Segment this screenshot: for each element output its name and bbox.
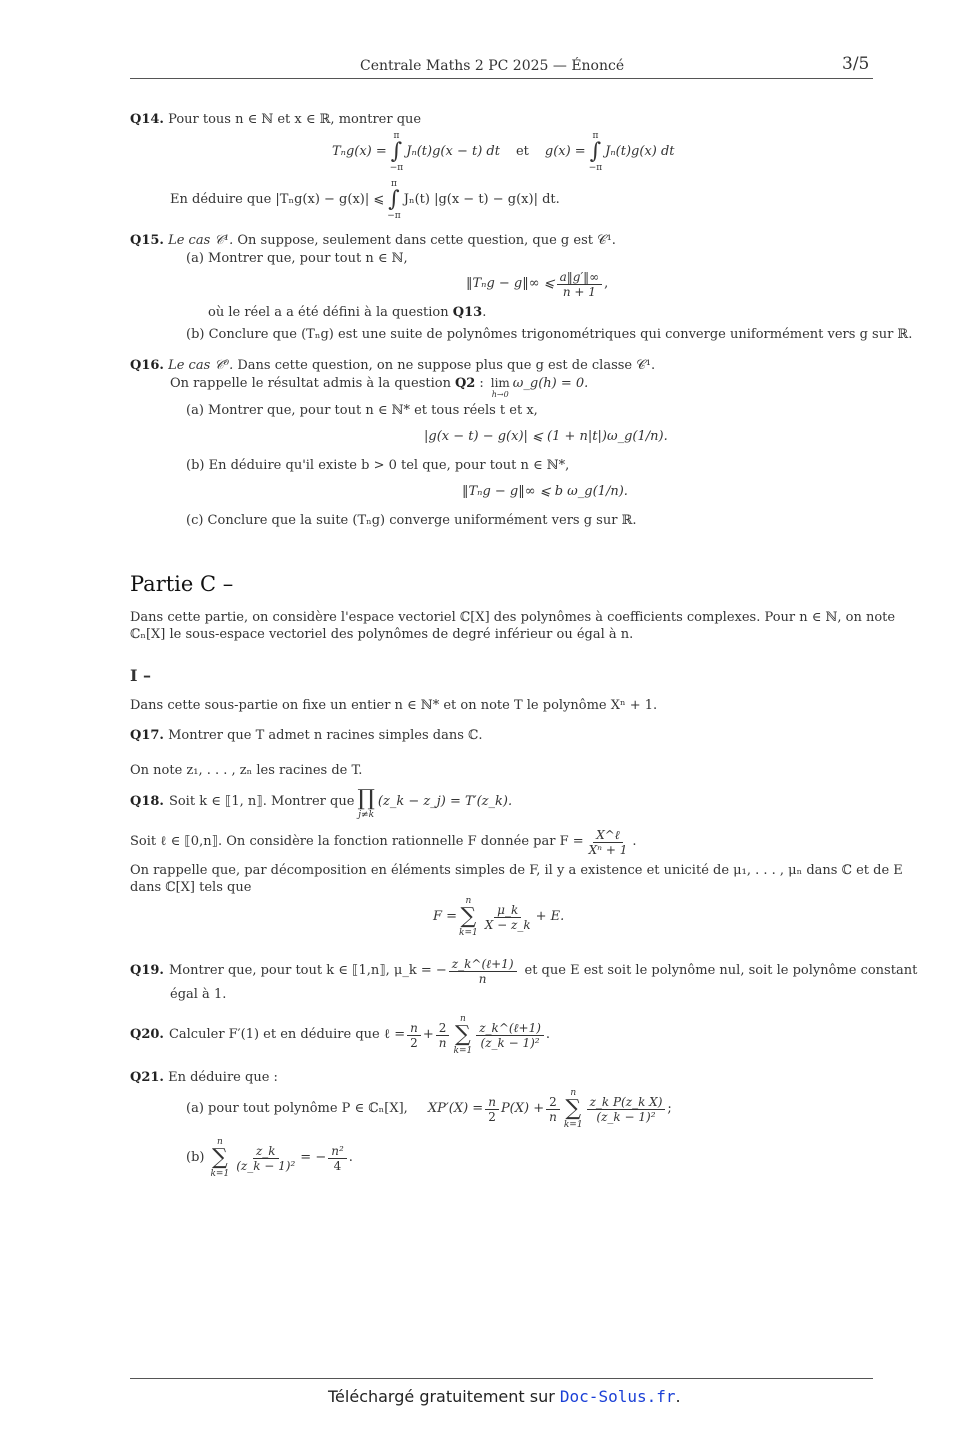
q16-a-formula: |g(x − t) − g(x)| ⩽ (1 + n|t|)ω_g(1/n). <box>424 429 668 444</box>
q15-fraction <box>557 270 603 299</box>
part-c-intro-1: Dans cette partie, on considère l'espace vectoriel ℂ[X] des polynômes à coefficients complexes. Pour n ∈ ℕ, on note <box>130 610 896 625</box>
q14-deduce <box>170 179 560 221</box>
sum <box>210 1137 229 1179</box>
q14-intro-text: Pour tous n ∈ ℕ et x ∈ ℝ, montrer que <box>168 112 422 127</box>
footer <box>328 1387 681 1406</box>
product <box>357 788 375 820</box>
footer-text: Téléchargé gratuitement sur <box>328 1387 555 1406</box>
q15-case: Le cas 𝒞¹. <box>168 233 234 248</box>
sum-bottom: k=1 <box>210 1169 230 1179</box>
sum-top: n <box>465 896 472 906</box>
q17 <box>130 728 483 744</box>
q21-a-mid: P(X) + <box>500 1101 545 1116</box>
sum-sign: ∑ <box>565 1096 582 1121</box>
q21-a-f2-num: 2 <box>546 1095 560 1110</box>
q19 <box>130 952 917 990</box>
q15-intro-text: On suppose, seulement dans cette question, que g est 𝒞¹. <box>237 233 616 248</box>
q20-pre: Calculer F′(1) et en déduire que ℓ = <box>168 1027 406 1042</box>
q21-a-lhs: XP′(X) = <box>427 1101 484 1116</box>
q16-recall-post: ω_g(h) = 0. <box>512 376 589 391</box>
q18-rest: (z_k − z_j) = T′(z_k). <box>377 794 513 809</box>
q20 <box>130 1010 550 1060</box>
rational-post: . <box>632 834 637 849</box>
q21-a-f1-num: n <box>485 1095 499 1110</box>
q20-plus: + <box>422 1027 434 1042</box>
q15-fraction-den: n + 1 <box>562 284 596 299</box>
q16-case: Le cas 𝒞⁰. <box>168 358 234 373</box>
q21-a-fraction-1 <box>485 1095 499 1124</box>
rational-num: X^ℓ <box>593 828 623 843</box>
sum-bottom: k=1 <box>453 1046 473 1056</box>
rational-def <box>130 824 637 860</box>
q20-f2-den: n <box>438 1035 447 1050</box>
sum-top: n <box>570 1088 577 1098</box>
q15-a-formula-left: ‖Tₙg − g‖∞ ⩽ <box>466 276 555 291</box>
sum-sign: ∑ <box>211 1145 228 1170</box>
q16-b: (b) En déduire qu'il existe b > 0 tel que, pour tout n ∈ ℕ*, <box>186 458 570 473</box>
q21-b-rnum: n² <box>328 1144 347 1159</box>
q21-b-rden: 4 <box>333 1158 342 1173</box>
q19-fraction <box>449 957 517 986</box>
decomp-num: μ_k <box>494 903 521 918</box>
q15-a-note <box>208 305 486 321</box>
q14-intro <box>130 112 421 128</box>
q19-label: Q19. <box>130 963 164 978</box>
q19-den: n <box>478 971 487 986</box>
sum-bottom: k=1 <box>459 928 478 938</box>
q16-c: (c) Conclure que la suite (Tₙg) converge uniformément vers g sur ℝ. <box>186 513 637 528</box>
decomp-rhs: + E. <box>535 909 565 924</box>
q16-a: (a) Montrer que, pour tout n ∈ ℕ* et tous réels t et x, <box>186 403 538 418</box>
sum-top: n <box>459 1014 466 1024</box>
q21-b-fraction <box>233 1144 298 1173</box>
rational-den: Xⁿ + 1 <box>588 842 628 857</box>
q15-label: Q15. <box>130 233 164 248</box>
q16-b-formula: ‖Tₙg − g‖∞ ⩽ b ω_g(1/n). <box>462 484 628 499</box>
q21-label: Q21. <box>130 1070 164 1085</box>
q14-formula-b-rest: Jₙ(t)g(x) dt <box>605 144 675 159</box>
integral-b-lower: −π <box>588 163 603 173</box>
q15-a-tail: , <box>604 276 609 291</box>
q14-formula-a: Tₙg(x) = <box>332 144 387 159</box>
q17-label: Q17. <box>130 728 164 743</box>
q21-a-f3-den: (z_k − 1)² <box>596 1109 656 1124</box>
integral-a-upper: π <box>393 131 400 141</box>
sum-sign: ∑ <box>460 904 477 929</box>
decomp-line-2: dans ℂ[X] tels que <box>130 880 252 895</box>
q20-f1-num: n <box>407 1021 421 1036</box>
q17-text: Montrer que T admet n racines simples dans ℂ. <box>168 728 483 743</box>
part-c-title: Partie C – <box>130 572 234 596</box>
header-divider <box>130 78 873 79</box>
integral-sign: ∫ <box>589 139 602 164</box>
q21-a-f2-den: n <box>549 1109 557 1124</box>
q16-intro <box>130 358 655 374</box>
q20-f3-den: (z_k − 1)² <box>480 1035 540 1050</box>
decomp-lhs: F = <box>433 909 458 924</box>
q21-text: En déduire que : <box>168 1070 278 1085</box>
q21-b-num: z_k <box>253 1144 279 1159</box>
q15-a: (a) Montrer que, pour tout n ∈ ℕ, <box>186 251 408 266</box>
sum <box>564 1088 583 1130</box>
rational-pre: Soit ℓ ∈ ⟦0,n⟧. On considère la fonction rationnelle F donnée par F = <box>130 834 584 849</box>
q20-fraction-3 <box>476 1021 544 1050</box>
decomp-fraction <box>482 903 534 932</box>
integral-c-upper: π <box>391 179 397 189</box>
doc-solus-link[interactable]: Doc-Solus.fr <box>559 1387 676 1406</box>
q20-fraction-2 <box>436 1021 450 1050</box>
q21-b-pre: (b) <box>186 1150 205 1165</box>
q21-b-den: (z_k − 1)² <box>236 1158 296 1173</box>
q20-f2-num: 2 <box>436 1021 450 1036</box>
q15-intro <box>130 233 616 249</box>
q18-text: Soit k ∈ ⟦1, n⟧. Montrer que <box>168 794 355 809</box>
sum <box>453 1014 472 1056</box>
q21-a-fraction-2 <box>546 1095 560 1124</box>
footer-dot: . <box>675 1387 681 1406</box>
sum-top: n <box>216 1137 223 1147</box>
q21-a-f1-den: 2 <box>488 1109 496 1124</box>
q20-f1-den: 2 <box>410 1035 418 1050</box>
decomp-formula <box>433 894 564 940</box>
q16-intro-text: Dans cette question, on ne suppose plus que g est de classe 𝒞¹. <box>237 358 656 373</box>
q21-b-eq: = − <box>300 1150 327 1165</box>
q19-post: et que E est soit le polynôme nul, soit le polynôme constant <box>524 963 918 978</box>
integral-b <box>589 131 602 173</box>
sum-bottom: k=1 <box>563 1120 583 1130</box>
q19-line-2: égal à 1. <box>170 987 227 1002</box>
decomp-den: X − z_k <box>484 917 531 932</box>
page-number: 3/5 <box>842 54 870 74</box>
limit-word: lim <box>490 376 510 390</box>
header-title: Centrale Maths 2 PC 2025 — Énoncé <box>360 58 625 74</box>
q20-fraction-1 <box>407 1021 421 1050</box>
q21-a <box>186 1084 672 1134</box>
q20-label: Q20. <box>130 1027 164 1042</box>
q20-f3-num: z_k^(ℓ+1) <box>476 1021 544 1036</box>
q18-label: Q18. <box>130 794 164 809</box>
integral-sign: ∫ <box>390 139 403 164</box>
q14-formula <box>332 131 675 173</box>
q16-recall-ref: Q2 <box>454 376 476 391</box>
q14-deduce-text: En déduire que |Tₙg(x) − g(x)| ⩽ <box>170 192 385 207</box>
q14-label: Q14. <box>130 112 164 127</box>
q21-a-f3-num: z_k P(z_k X) <box>587 1095 666 1110</box>
sum <box>459 896 478 938</box>
q16-recall-pre: On rappelle le résultat admis à la question <box>170 376 451 391</box>
q19-num: z_k^(ℓ+1) <box>449 957 517 972</box>
part-c-intro-2: ℂₙ[X] le sous-espace vectoriel des polynômes de degré inférieur ou égal à n. <box>130 627 634 642</box>
integral-b-upper: π <box>592 131 599 141</box>
q19-pre: Montrer que, pour tout k ∈ ⟦1,n⟧, μ_k = − <box>168 963 447 978</box>
q14-formula-b: g(x) = <box>544 144 586 159</box>
section-i-title: I – <box>130 666 152 685</box>
q15-b: (b) Conclure que (Tₙg) est une suite de polynômes trigonométriques qui converge uniformément vers g sur ℝ. <box>186 327 913 342</box>
q21-b-post: . <box>348 1150 353 1165</box>
q21-a-pre: (a) pour tout polynôme P ∈ ℂₙ[X], <box>186 1101 408 1116</box>
product-sign: ∏ <box>357 786 375 811</box>
colon: : <box>479 376 484 391</box>
integral-sign: ∫ <box>388 187 400 212</box>
q14-and: et <box>515 144 529 159</box>
integral-a <box>390 131 403 173</box>
rational-fraction <box>586 828 631 857</box>
roots-note: On note z₁, . . . , zₙ les racines de T. <box>130 763 363 778</box>
sum-sign: ∑ <box>454 1022 471 1047</box>
product-sub: j≠k <box>358 810 375 820</box>
q15-a-note-ref: Q13 <box>452 305 483 320</box>
integral-c <box>387 179 400 221</box>
q16-label: Q16. <box>130 358 164 373</box>
q21-b-rfraction <box>328 1144 347 1173</box>
limit <box>491 376 510 400</box>
q18 <box>130 788 512 822</box>
q15-fraction-num: a‖g′‖∞ <box>557 270 603 285</box>
q15-a-note-pre: où le réel a a été défini à la question <box>208 305 449 320</box>
limit-sub: h→0 <box>491 390 509 399</box>
q21-b <box>186 1133 353 1183</box>
decomp-line-1: On rappelle que, par décomposition en éléments simples de F, il y a existence et unicité de μ₁, . . . , μₙ dans ℂ et de E <box>130 863 903 878</box>
q21-a-fraction-3 <box>587 1095 666 1124</box>
q15-a-formula <box>466 266 608 302</box>
footer-divider <box>130 1378 873 1379</box>
q21-a-post: ; <box>667 1101 672 1116</box>
q20-post: . <box>545 1027 551 1042</box>
q15-a-note-post: . <box>482 305 487 320</box>
section-i-intro: Dans cette sous-partie on fixe un entier n ∈ ℕ* et on note T le polynôme Xⁿ + 1. <box>130 698 658 713</box>
q14-formula-a-rest: Jₙ(t)g(x − t) dt <box>406 144 500 159</box>
integral-c-lower: −π <box>387 211 401 221</box>
integral-a-lower: −π <box>389 163 404 173</box>
q16-recall <box>170 376 588 402</box>
q14-deduce-rest: Jₙ(t) |g(x − t) − g(x)| dt. <box>403 192 560 207</box>
